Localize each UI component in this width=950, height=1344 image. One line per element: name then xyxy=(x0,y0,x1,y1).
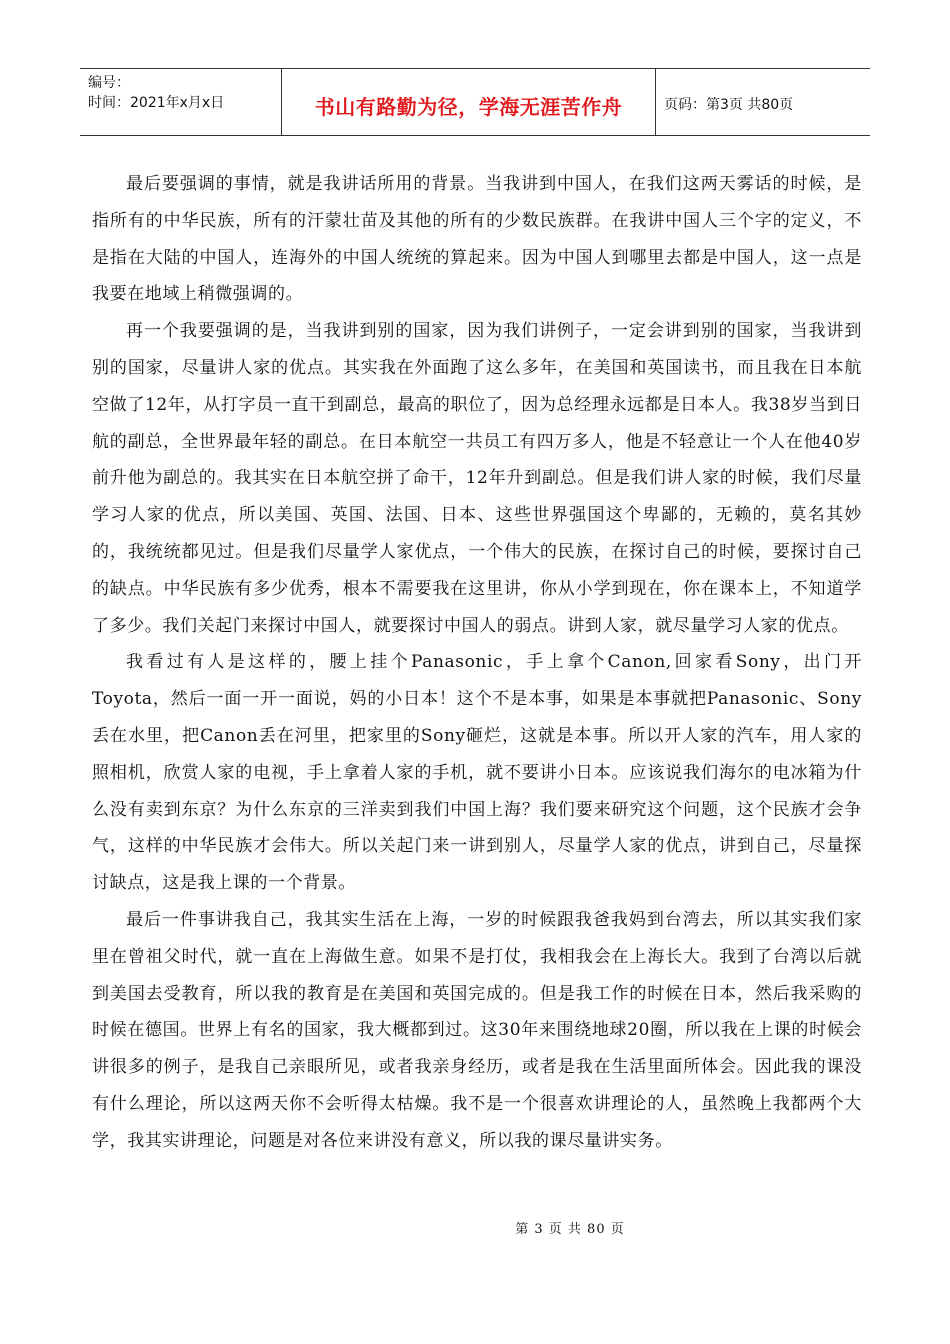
paragraph-3: 我看过有人是这样的，腰上挂个Panasonic，手上拿个Canon,回家看Sony，出门开Toyota，然后一面一开一面说，妈的小日本！这个不是本事，如果是本事就把Panasonic、Sony丢在水里，把Canon丢在河里，把家里的Sony砸烂，这就是本事。所以开人家的汽车，用人家的照相机，欣赏人家的电视，手上拿着人家的手机，就不要讲小日本。应该说我们海尔的电冰箱为什么没有卖到东京？为什么东京的三洋卖到我们中国上海？我们要来研究这个问题，这个民族才会争气，这样的中华民族才会伟大。所以关起门来一讲到别人，尽量学人家的优点，讲到自己，尽量探讨缺点，这是我上课的一个背景。 xyxy=(92,652,862,894)
paragraph-2: 再一个我要强调的是，当我讲到别的国家，因为我们讲例子，一定会讲到别的国家，当我讲到别的国家，尽量讲人家的优点。其实我在外面跑了这么多年，在美国和英国读书，而且我在日本航空做了12年，从打字员一直干到副总，最高的职位了，因为总经理永远都是日本人。我38岁当到日航的副总，全世界最年轻的副总。在日本航空一共员工有四万多人，他是不轻意让一个人在他40岁前升他为副总的。我其实在日本航空拼了命干，12年升到副总。但是我们讲人家的时候，我们尽量学习人家的优点，所以美国、英国、法国、日本、这些世界强国这个卑鄙的，无赖的，莫名其妙的，我统统都见过。但是我们尽量学人家优点，一个伟大的民族，在探讨自己的时候，要探讨自己的缺点。中华民族有多少优秀，根本不需要我在这里讲，你从小学到现在，你在课本上，不知道学了多少。我们关起门来探讨中国人，就要探讨中国人的弱点。讲到人家，就尽量学习人家的优点。 xyxy=(92,321,862,636)
doc-number-label: 编号： xyxy=(88,75,130,91)
page-footer xyxy=(0,1218,950,1237)
footer-page-number: 第 3 页 共 80 页 xyxy=(515,1222,625,1237)
header-motto-cell xyxy=(282,69,656,135)
paragraph-4: 最后一件事讲我自己，我其实生活在上海，一岁的时候跟我爸我妈到台湾去，所以其实我们家里在曾祖父时代，就一直在上海做生意。如果不是打仗，我相我会在上海长大。我到了台湾以后就到美国去受教育，所以我的教育是在美国和英国完成的。但是我工作的时候在日本，然后我采购的时候在德国。世界上有名的国家，我大概都到过。这30年来围绕地球20圈，所以我在上课的时候会讲很多的例子，是我自己亲眼所见，或者我亲身经历，或者是我在生活里面所体会。因此我的课没有什么理论，所以这两天你不会听得太枯燥。我不是一个很喜欢讲理论的人，虽然晚上我都两个大学，我其实讲理论，问题是对各位来讲没有意义，所以我的课尽量讲实务。 xyxy=(92,909,862,1151)
doc-time-label: 时间：2021年x月x日 xyxy=(88,95,225,111)
page-header xyxy=(80,68,870,136)
motto-text: 书山有路勤为径，学海无涯苦作舟 xyxy=(314,94,623,119)
page-code-text: 页码：第3页 共80页 xyxy=(664,97,794,113)
header-meta xyxy=(80,69,282,135)
document-body xyxy=(92,166,862,1160)
header-page-code xyxy=(656,69,870,135)
paragraph-1: 最后要强调的事情，就是我讲话所用的背景。当我讲到中国人，在我们这两天雾话的时候，是指所有的中华民族，所有的汗蒙壮苗及其他的所有的少数民族群。在我讲中国人三个字的定义，不是指在大陆的中国人，连海外的中国人统统的算起来。因为中国人到哪里去都是中国人，这一点是我要在地域上稍微强调的。 xyxy=(92,174,862,305)
